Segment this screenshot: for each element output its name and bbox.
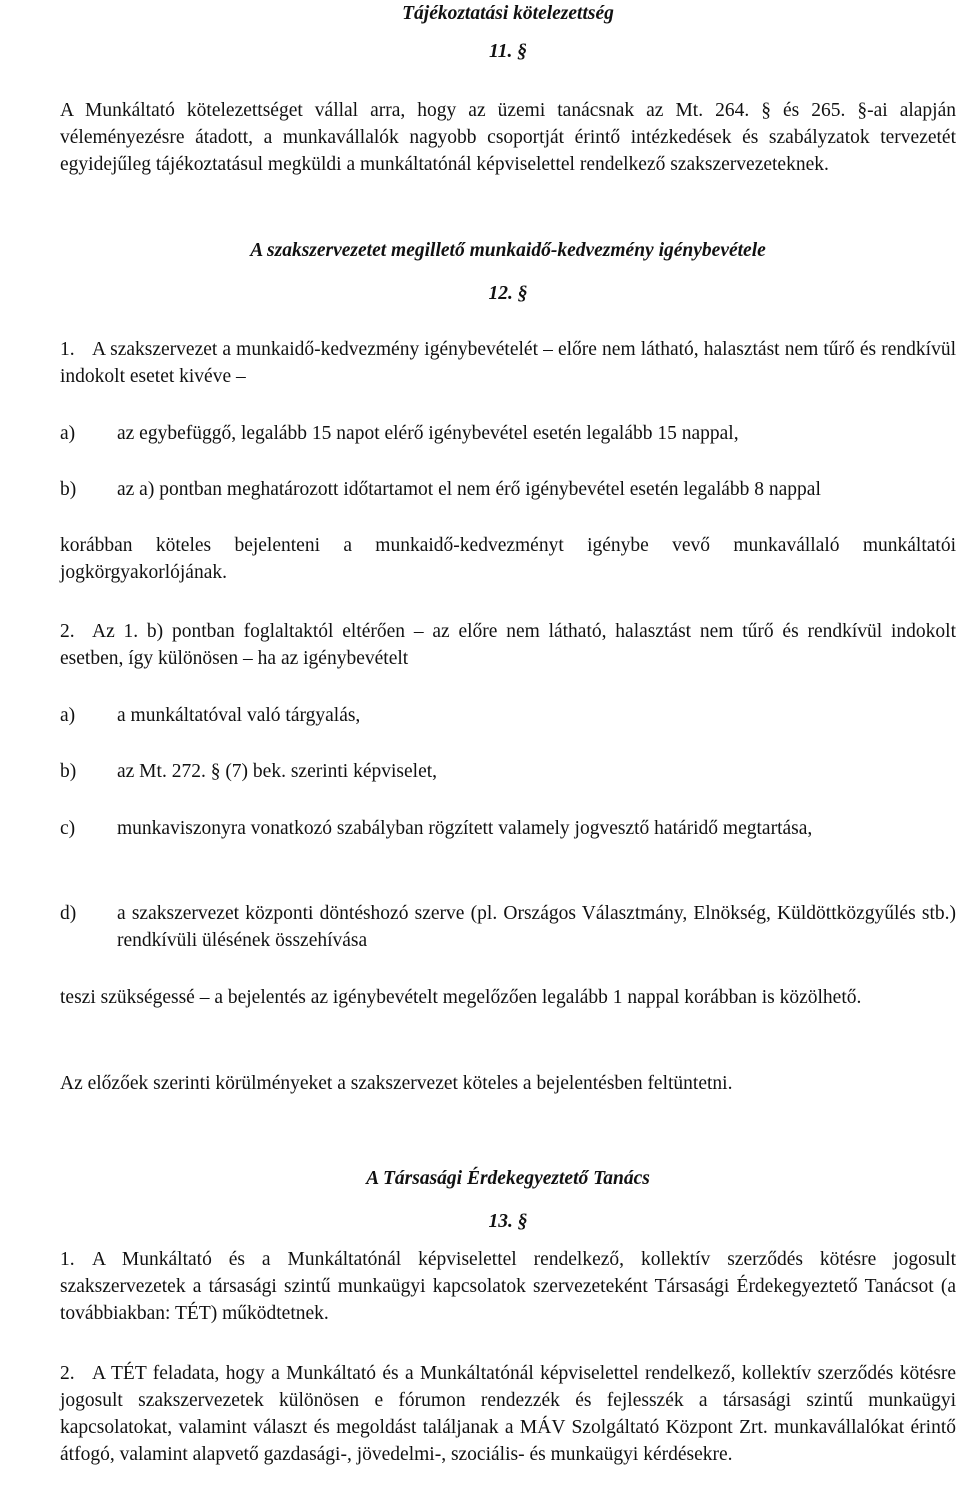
section-12-paragraph-3: Az előzőek szerinti körülményeket a szakszervezet köteles a bejelentésben feltüntetni. xyxy=(60,1073,733,1094)
section-11-number: 11. § xyxy=(489,41,527,62)
paragraph-text: Az 1. b) pontban foglaltaktól eltérően – az előre nem látható, halasztást nem tűrő és rendkívül indokolt esetben, így különösen – ha az igénybevételt xyxy=(60,621,956,669)
list-item xyxy=(60,420,956,447)
paragraph-text: A TÉT feladata, hogy a Munkáltató és a Munkáltatónál képviselettel rendelkező, kollektív szerződés kötésre jogosult szakszervezetek különösen e fórumon rendezzék és fejlesszék a társasági szintű munkaügyi kapcsolatokat, valamint választ és megoldást találjanak a MÁV Szolgáltató Központ Zrt. munkavállalókat érintő átfogó, valamint alapvető gazdasági-, jövedelmi-, szociális- és munkaügyi kérdésekre. xyxy=(60,1363,956,1465)
section-12-paragraph-2 xyxy=(60,618,956,672)
section-11-paragraph: A Munkáltató kötelezettséget vállal arra, hogy az üzemi tanácsnak az Mt. 264. § és 265. §-ai alapján véleményezésre átadott, a munkavállalók nagyobb csoportját érintő intézkedések és szabályzatok tervezetét egyidejűleg tájékoztatásul megküldi a munkáltatónál képviselettel rendelkező szakszervezeteknek. xyxy=(60,100,956,175)
list-item-label: b) xyxy=(60,479,77,500)
section-12-paragraph-1 xyxy=(60,336,956,390)
list-item-text: az Mt. 272. § (7) bek. szerinti képviselet, xyxy=(117,761,438,782)
list-item-text: munkaviszonyra vonatkozó szabályban rögzített valamely jogvesztő határidő megtartása, xyxy=(117,818,813,839)
list-item xyxy=(60,900,956,954)
list-item-text: a munkáltatóval való tárgyalás, xyxy=(117,705,361,726)
section-13-number: 13. § xyxy=(488,1211,528,1232)
list-item xyxy=(60,758,956,785)
section-12-number: 12. § xyxy=(488,283,528,304)
paragraph-number: 2. xyxy=(60,621,75,642)
section-12-title: A szakszervezetet megillető munkaidő-kedvezmény igénybevétele xyxy=(250,240,766,261)
section-12-paragraph-2-tail: teszi szükségessé – a bejelentés az igénybevételt megelőzően legalább 1 nappal korábban is közölhető. xyxy=(60,987,862,1008)
list-item-text: a szakszervezet központi döntéshozó szerve (pl. Országos Választmány, Elnökség, Küldöttközgyűlés stb.) rendkívüli ülésének összehívása xyxy=(117,903,956,951)
paragraph-number: 1. xyxy=(60,1249,75,1270)
paragraph-number: 2. xyxy=(60,1363,75,1384)
list-item-text: az a) pontban meghatározott időtartamot el nem érő igénybevétel esetén legalább 8 nappal xyxy=(117,479,821,500)
list-item-label: a) xyxy=(60,423,76,444)
section-13-title: A Társasági Érdekegyeztető Tanács xyxy=(366,1168,650,1189)
list-item-text: az egybefüggő, legalább 15 napot elérő igénybevétel esetén legalább 15 nappal, xyxy=(117,423,739,444)
paragraph-number: 1. xyxy=(60,339,75,360)
list-item-label: a) xyxy=(60,705,76,726)
list-item xyxy=(60,476,956,530)
paragraph-text: A Munkáltató és a Munkáltatónál képviselettel rendelkező, kollektív szerződés kötésre jogosult szakszervezetek a társasági szintű munkaügyi kapcsolatok szervezeteként Társasági Érdekegyeztető Tanácsot (a továbbiakban: TÉT) működtetnek. xyxy=(60,1249,956,1324)
section-13-paragraph-1 xyxy=(60,1246,956,1327)
list-item xyxy=(60,815,956,869)
section-12-paragraph-1-tail: korábban köteles bejelenteni a munkaidő-kedvezményt igénybe vevő munkavállaló munkáltatói jogkörgyakorlójának. xyxy=(60,535,956,583)
list-item-label: c) xyxy=(60,818,76,839)
list-item xyxy=(60,702,956,729)
section-13-paragraph-2 xyxy=(60,1360,956,1495)
paragraph-text: A szakszervezet a munkaidő-kedvezmény igénybevételét – előre nem látható, halasztást nem tűrő és rendkívül indokolt esetet kivéve – xyxy=(60,339,956,387)
list-item-label: d) xyxy=(60,903,77,924)
section-11-title: Tájékoztatási kötelezettség xyxy=(402,3,614,24)
list-item-label: b) xyxy=(60,761,77,782)
